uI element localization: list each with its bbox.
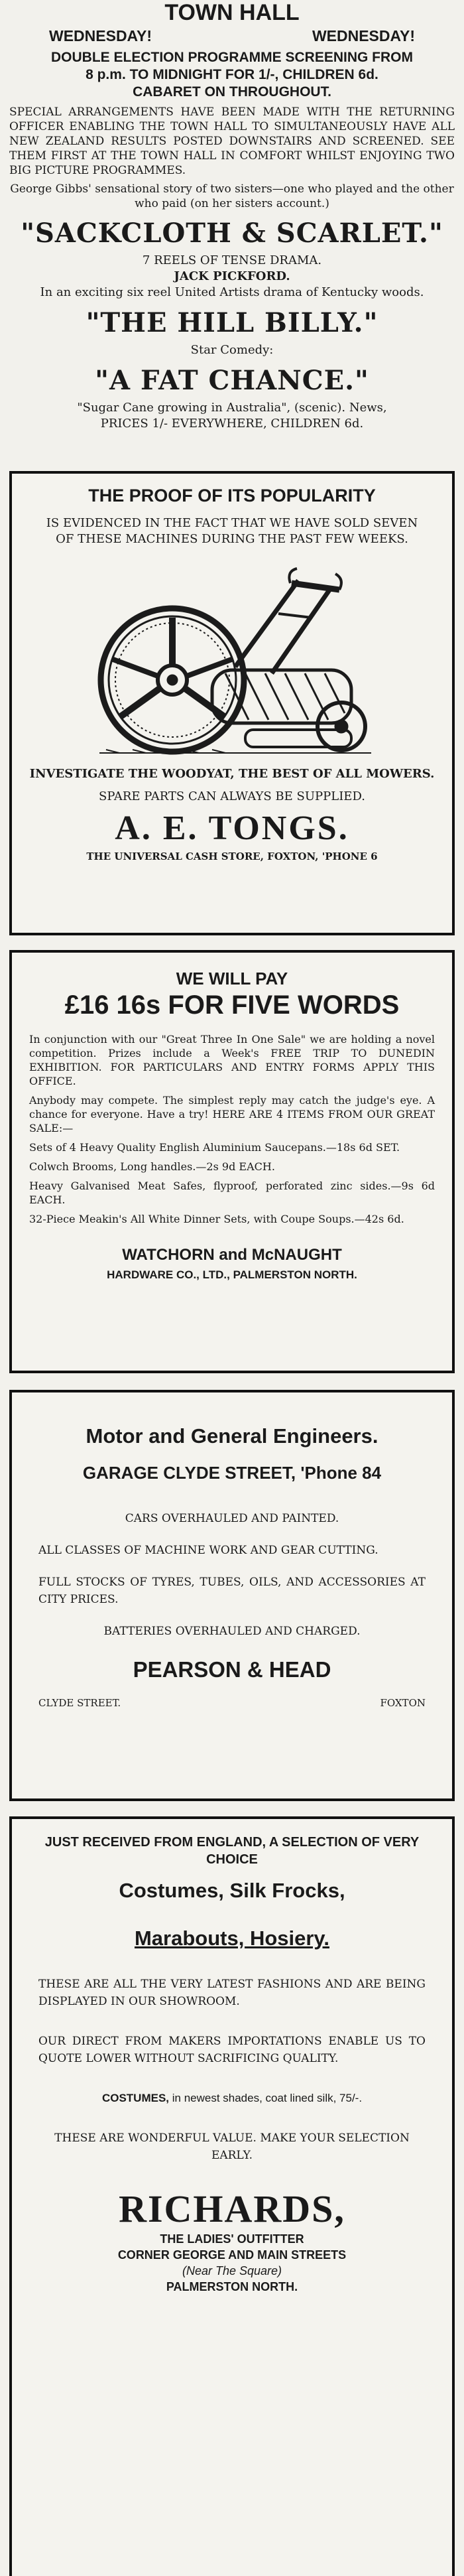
richards-outfitter: THE LADIES' OUTFITTER	[160, 2232, 304, 2246]
richards-town: PALMERSTON NORTH.	[166, 2280, 298, 2293]
pearson-firm: PEARSON & HEAD	[133, 1657, 331, 1682]
film-sackcloth-title: "SACKCLOTH & SCARLET."	[21, 218, 443, 249]
tongs-name: A. E. TONGS.	[115, 809, 349, 847]
tongs-heading: THE PROOF OF ITS POPULARITY	[88, 486, 376, 506]
richards-paragraph: THESE ARE WONDERFUL VALUE. MAKE YOUR SELECTION EARLY.	[54, 2132, 410, 2162]
sale-item: Heavy Galvanised Meat Safes, flyproof, perforated zinc sides.—9s 6d EACH.	[29, 1180, 435, 1206]
costumes-label: COSTUMES,	[101, 2092, 169, 2104]
day-left: WEDNESDAY!	[49, 27, 152, 44]
sale-item: Colwch Brooms, Long handles.—2s 9d EACH.	[29, 1160, 275, 1173]
film-fat-chance-title: "A FAT CHANCE."	[95, 365, 369, 396]
programme-line: 8 p.m. TO MIDNIGHT FOR 1/-, CHILDREN 6d.	[86, 67, 378, 82]
pearson-address	[12, 1682, 452, 1709]
day-row	[9, 27, 455, 45]
richards-name: RICHARDS,	[119, 2187, 345, 2230]
richards-body	[12, 1950, 452, 2164]
comedy-label: Star Comedy:	[190, 343, 274, 357]
story-text: George Gibbs' sensational story of two sisters—one who played and the other who paid (on her sisters account.)	[10, 182, 454, 210]
spare-parts-text: SPARE PARTS CAN ALWAYS BE SUPPLIED.	[99, 789, 365, 803]
address-right: FOXTON	[380, 1697, 426, 1709]
programme-line: DOUBLE ELECTION PROGRAMME SCREENING FROM	[50, 50, 413, 65]
sale-item: 32-Piece Meakin's All White Dinner Sets, with Coupe Soups.—42s 6d.	[29, 1213, 404, 1225]
programme-line: CABARET ON THROUGHOUT.	[133, 84, 331, 100]
richards-corner: CORNER GEORGE AND MAIN STREETS	[117, 2248, 347, 2262]
extras-text: "Sugar Cane growing in Australia", (scenic). News,	[77, 401, 387, 415]
pearson-body	[12, 1483, 452, 1640]
watchorn-body	[12, 1020, 452, 1226]
arrangements-text: SPECIAL ARRANGEMENTS HAVE BEEN MADE WITH THE RETURNING OFFICER ENABLING THE TOWN HALL TO SIMULTANEOUSLY HAVE ALL NEW ZEALAND RESULTS POSTED DOWNSTAIRS AND SCREENED. SEE THEM FIRST AT THE TOWN HALL IN COMFORT WHILST ENJOYING TWO BIG PICTURE PROGRAMMES.	[9, 105, 455, 177]
watchorn-firm: WATCHORN and McNAUGHT	[122, 1246, 342, 1264]
service-line: BATTERIES OVERHAULED AND CHARGED.	[103, 1625, 361, 1638]
day-right: WEDNESDAY!	[312, 27, 415, 44]
film-star: JACK PICKFORD.	[174, 269, 290, 283]
costumes-line	[38, 2090, 426, 2107]
richards-advert	[9, 1816, 455, 2576]
watchorn-advert	[9, 950, 455, 1373]
pearson-heading-1: Motor and General Engineers.	[86, 1424, 378, 1448]
sale-item: Sets of 4 Heavy Quality English Aluminium Saucepans.—18s 6d SET.	[29, 1141, 400, 1154]
competition-intro: In conjunction with our "Great Three In One Sale" we are holding a novel competition. Prizes include a Week's FREE TRIP TO DUNEDIN EXHIBITION. FOR PARTICULARS AND ENTRY FORMS APPLY THIS OFFICE.	[29, 1033, 435, 1087]
film2-description: In an exciting six reel United Artists drama of Kentucky woods.	[40, 285, 424, 299]
service-line: FULL STOCKS OF TYRES, TUBES, OILS, AND ACCESSORIES AT CITY PRICES.	[38, 1576, 426, 1606]
service-line: CARS OVERHAULED AND PAINTED.	[125, 1512, 339, 1525]
lawn-mower-icon	[80, 554, 384, 760]
costumes-text: in newest shades, coat lined silk, 75/-.	[172, 2092, 363, 2104]
tongs-advert	[9, 471, 455, 935]
richards-line-2: Marabouts, Hosiery.	[134, 1927, 329, 1950]
watchorn-firm-sub: HARDWARE CO., LTD., PALMERSTON NORTH.	[107, 1268, 357, 1281]
richards-lead: JUST RECEIVED FROM ENGLAND, A SELECTION OF VERY CHOICE	[44, 1835, 420, 1867]
address-left: CLYDE STREET.	[38, 1697, 121, 1709]
programme-block	[9, 49, 455, 101]
richards-paragraph: THESE ARE ALL THE VERY LATEST FASHIONS AND ARE BEING DISPLAYED IN OUR SHOWROOM.	[38, 1978, 426, 2008]
competition-details: Anybody may compete. The simplest reply may catch the judge's eye. A chance for everyone. Have a try! HERE ARE 4 ITEMS FROM OUR GREAT SALE:—	[29, 1094, 435, 1134]
town-hall-advert	[9, 0, 455, 468]
film-reels: 7 REELS OF TENSE DRAMA.	[142, 253, 322, 267]
investigate-text: INVESTIGATE THE WOODYAT, THE BEST OF ALL MOWERS.	[29, 767, 435, 781]
film-hill-billy-title: "THE HILL BILLY."	[86, 307, 378, 338]
watchorn-heading-1: WE WILL PAY	[176, 969, 288, 988]
town-hall-title: TOWN HALL	[164, 0, 300, 25]
pearson-heading-2: GARAGE CLYDE STREET, 'Phone 84	[82, 1463, 382, 1483]
tongs-lead: IS EVIDENCED IN THE FACT THAT WE HAVE SOLD SEVEN OF THESE MACHINES DURING THE PAST FEW WEEKS.	[46, 516, 418, 546]
richards-paragraph: OUR DIRECT FROM MAKERS IMPORTATIONS ENABLE US TO QUOTE LOWER WITHOUT SACRIFICING QUALITY.	[38, 2035, 426, 2065]
service-line: ALL CLASSES OF MACHINE WORK AND GEAR CUTTING.	[38, 1544, 378, 1557]
richards-line-1: Costumes, Silk Frocks,	[119, 1879, 345, 1902]
pearson-head-advert	[9, 1390, 455, 1801]
tongs-footer: THE UNIVERSAL CASH STORE, FOXTON, 'PHONE 6	[86, 850, 378, 862]
richards-near: (Near The Square)	[182, 2264, 282, 2277]
watchorn-heading-2: £16 16s FOR FIVE WORDS	[64, 990, 400, 1020]
prices-text: PRICES 1/- EVERYWHERE, CHILDREN 6d.	[100, 417, 364, 431]
